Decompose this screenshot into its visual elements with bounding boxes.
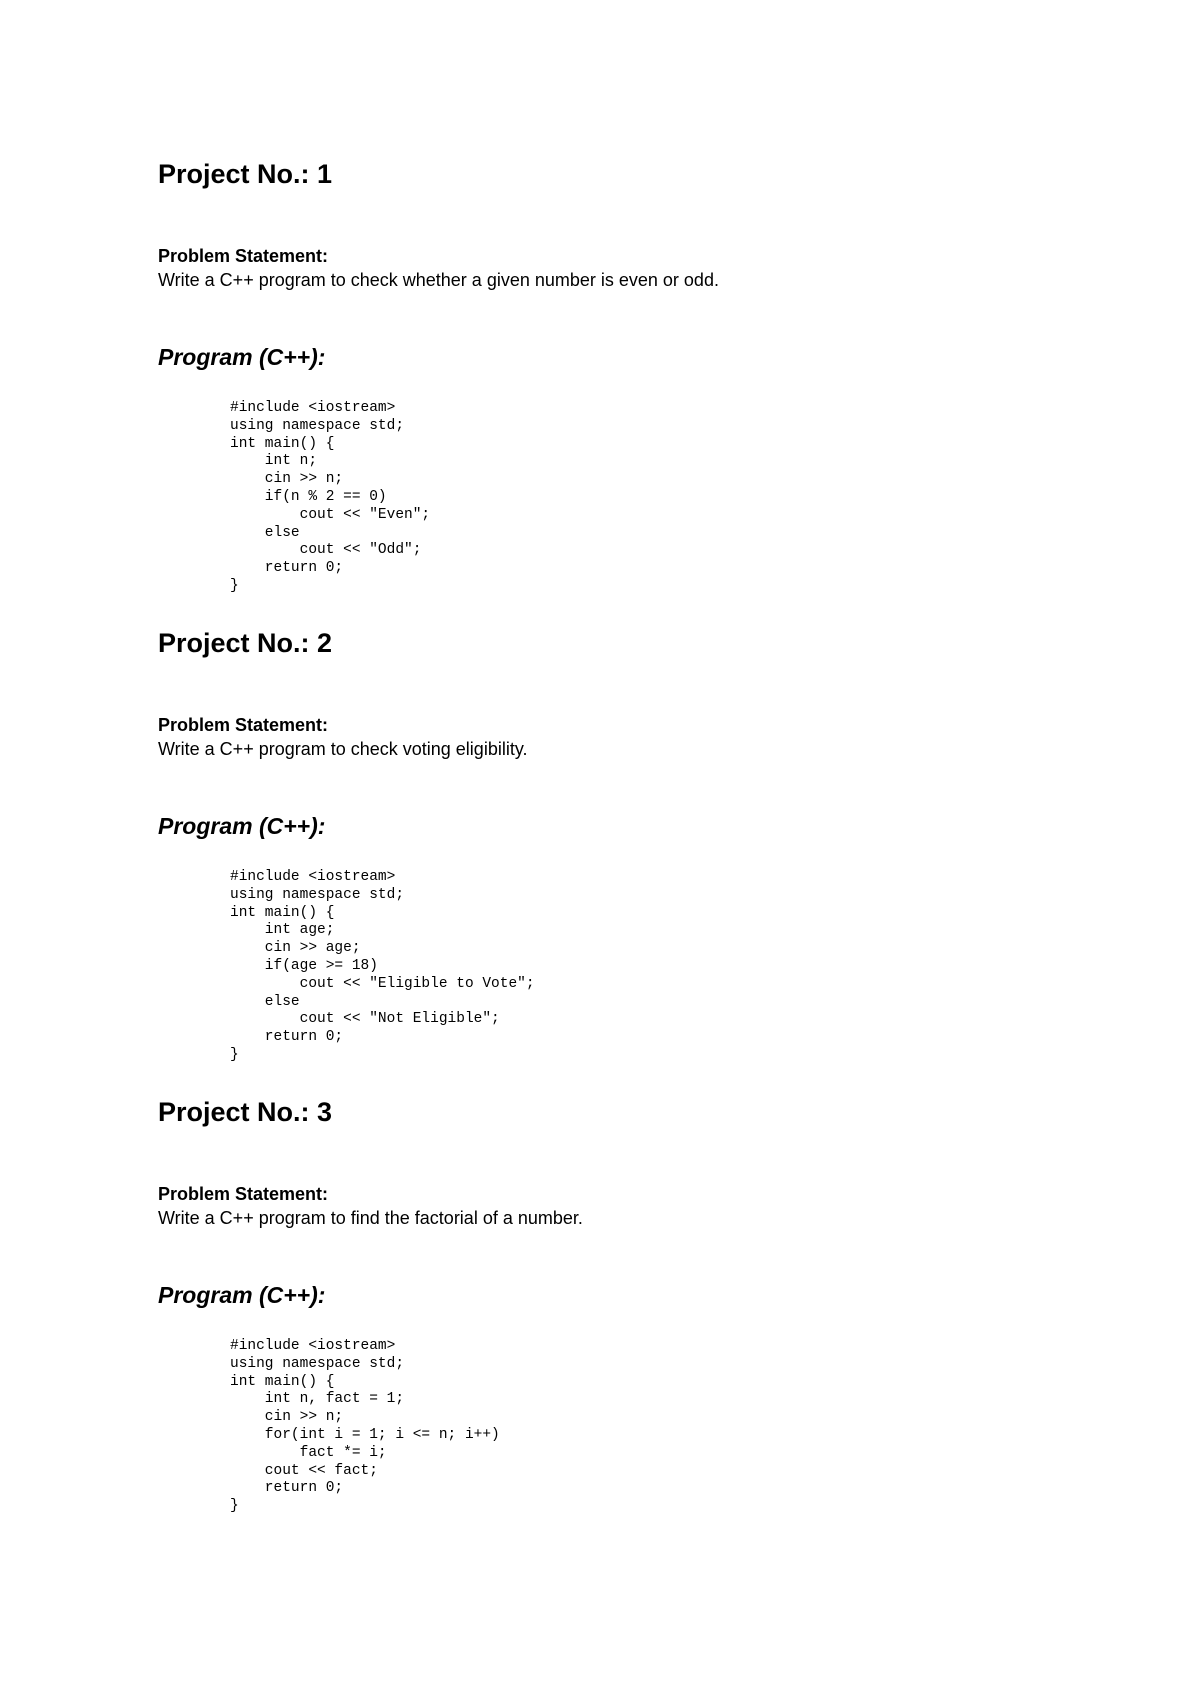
code-line: return 0; [230, 560, 344, 577]
problem-statement-text: Write a C++ program to find the factorial of a number. [158, 1208, 583, 1228]
code-line: else [230, 524, 300, 541]
code-line: cout << fact; [230, 1462, 378, 1479]
code-block [230, 869, 535, 1065]
program-heading: Program (C++): [158, 1282, 326, 1308]
code-line: int n, fact = 1; [230, 1391, 405, 1408]
problem-statement-text: Write a C++ program to check whether a given number is even or odd. [158, 270, 719, 290]
code-line: int main() { [230, 1373, 335, 1390]
code-line: fact *= i; [230, 1444, 387, 1461]
project-title: Project No.: 1 [158, 159, 333, 189]
code-line: if(n % 2 == 0) [230, 488, 387, 505]
code-line: using namespace std; [230, 886, 405, 903]
code-line: for(int i = 1; i <= n; i++) [230, 1426, 500, 1443]
code-line: using namespace std; [230, 1355, 405, 1372]
code-line: cout << "Not Eligible"; [230, 1011, 500, 1028]
code-line: } [230, 1498, 239, 1515]
code-block [230, 400, 430, 596]
code-line: int age; [230, 922, 335, 939]
code-line: cin >> n; [230, 1409, 344, 1426]
code-line: cout << "Even"; [230, 506, 431, 523]
code-line: int main() { [230, 904, 335, 921]
code-line: int n; [230, 453, 318, 470]
code-line: cin >> age; [230, 940, 361, 957]
code-line: } [230, 577, 239, 594]
code-line: cin >> n; [230, 471, 344, 488]
code-line: #include <iostream> [230, 1338, 396, 1354]
code-line: using namespace std; [230, 417, 405, 434]
problem-statement-label: Problem Statement: [158, 246, 329, 266]
code-line: else [230, 993, 300, 1010]
project-title: Project No.: 3 [158, 1097, 333, 1127]
code-line: } [230, 1046, 239, 1063]
program-heading: Program (C++): [158, 813, 326, 839]
code-line: if(age >= 18) [230, 957, 378, 974]
code-line: #include <iostream> [230, 400, 396, 416]
code-line: return 0; [230, 1029, 344, 1046]
problem-statement-label: Problem Statement: [158, 1184, 329, 1204]
problem-statement-label: Problem Statement: [158, 715, 329, 735]
problem-statement-text: Write a C++ program to check voting eligibility. [158, 739, 528, 759]
code-line: cout << "Eligible to Vote"; [230, 975, 535, 992]
code-line: return 0; [230, 1480, 344, 1497]
code-line: #include <iostream> [230, 869, 396, 885]
code-block [230, 1338, 500, 1516]
code-line: cout << "Odd"; [230, 542, 422, 559]
project-title: Project No.: 2 [158, 628, 333, 658]
code-line: int main() { [230, 435, 335, 452]
program-heading: Program (C++): [158, 344, 326, 370]
